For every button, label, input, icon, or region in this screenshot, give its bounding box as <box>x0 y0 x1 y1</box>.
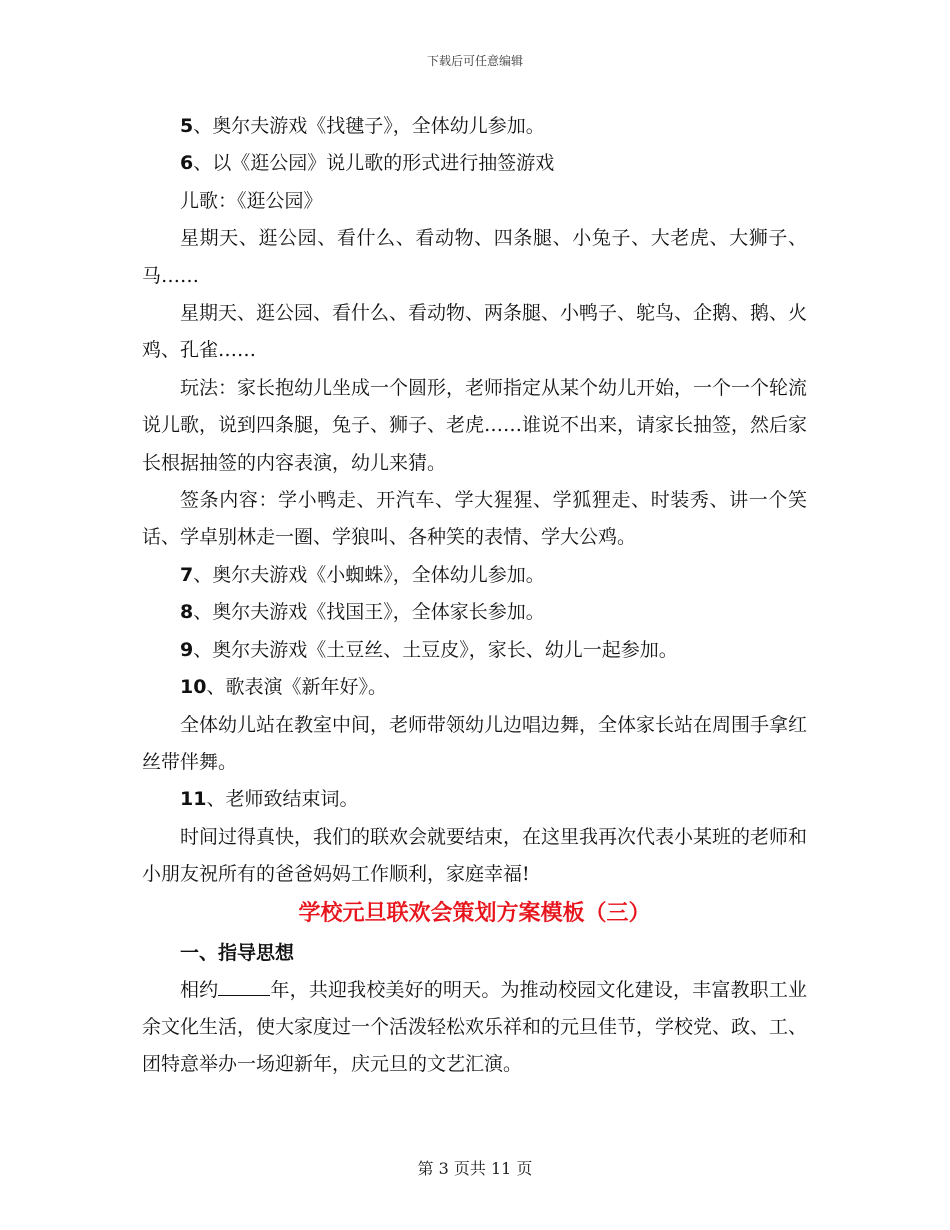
item-text: 、奥尔夫游戏《小蜘蛛》，全体幼儿参加。 <box>193 563 545 586</box>
item-number: 8 <box>180 601 194 624</box>
intro-lead: 相约 <box>180 978 219 1001</box>
item-text: 、以《逛公园》说儿歌的形式进行抽签游戏 <box>193 152 555 175</box>
intro-body: 年，共迎我校美好的明天。为推动校园文化建设，丰富教职工业余文化生活，使大家度过一个活泼轻松欢乐祥和的元旦佳节，学校党、政、工、团特意举办一场迎新年，庆元旦的文艺汇演。 <box>142 978 808 1076</box>
section-intro <box>142 972 807 1084</box>
verse-1: 星期天、逛公园、看什么、看动物、四条腿、小兔子、大老虎、大狮子、马…… <box>142 227 807 287</box>
item-8 <box>142 594 807 631</box>
section-heading: 一、指导思想 <box>180 941 295 964</box>
item-number: 9 <box>180 638 194 661</box>
dance-description: 全体幼儿站在教室中间，老师带领幼儿边唱边舞，全体家长站在周围手拿红丝带伴舞。 <box>142 713 808 773</box>
page-footer: 第 3 页共 11 页 <box>417 1159 533 1178</box>
item-6 <box>142 145 807 182</box>
item-7 <box>142 557 807 594</box>
item-number: 10 <box>180 676 207 699</box>
slip-contents: 签条内容：学小鸭走、开汽车、学大猩猩、学狐狸走、时装秀、讲一个笑话、学卓别林走一圈、学狼叫、各种笑的表情、学大公鸡。 <box>142 489 807 549</box>
document-body <box>142 108 807 1084</box>
item-number: 11 <box>180 788 207 811</box>
page-header: 下载后可任意编辑 <box>426 54 523 68</box>
item-number: 7 <box>180 563 194 586</box>
item-number: 6 <box>180 152 194 175</box>
item-text: 、歌表演《新年好》。 <box>206 676 387 699</box>
section-title: 学校元旦联欢会策划方案模板（三） <box>298 900 651 926</box>
closing-remarks: 时间过得真快，我们的联欢会就要结束，在这里我再次代表小某班的老师和小朋友祝所有的爸爸妈妈工作顺利，家庭幸福! <box>142 825 808 886</box>
blank-underline <box>218 977 270 996</box>
item-10 <box>142 669 807 706</box>
song-title: 儿歌：《逛公园》 <box>180 189 323 212</box>
verse-2: 星期天、逛公园、看什么、看动物、两条腿、小鸭子、鸵鸟、企鹅、鹅、火鸡、孔雀…… <box>142 302 808 362</box>
item-5 <box>142 108 807 145</box>
item-number: 5 <box>180 115 194 137</box>
item-9 <box>142 632 807 669</box>
item-text: 、奥尔夫游戏《土豆丝、土豆皮》，家长、幼儿一起参加。 <box>193 638 678 661</box>
item-text: 、奥尔夫游戏《找毽子》，全体幼儿参加。 <box>193 115 545 137</box>
game-rules: 玩法：家长抱幼儿坐成一个圆形，老师指定从某个幼儿开始，一个一个轮流说儿歌，说到四条腿，兔子、狮子、老虎……谁说不出来，请家长抽签，然后家长根据抽签的内容表演，幼儿来猜。 <box>142 376 808 474</box>
item-text: 、奥尔夫游戏《找国王》，全体家长参加。 <box>193 601 545 624</box>
item-text: 、老师致结束词。 <box>206 788 359 811</box>
item-11 <box>142 781 807 818</box>
